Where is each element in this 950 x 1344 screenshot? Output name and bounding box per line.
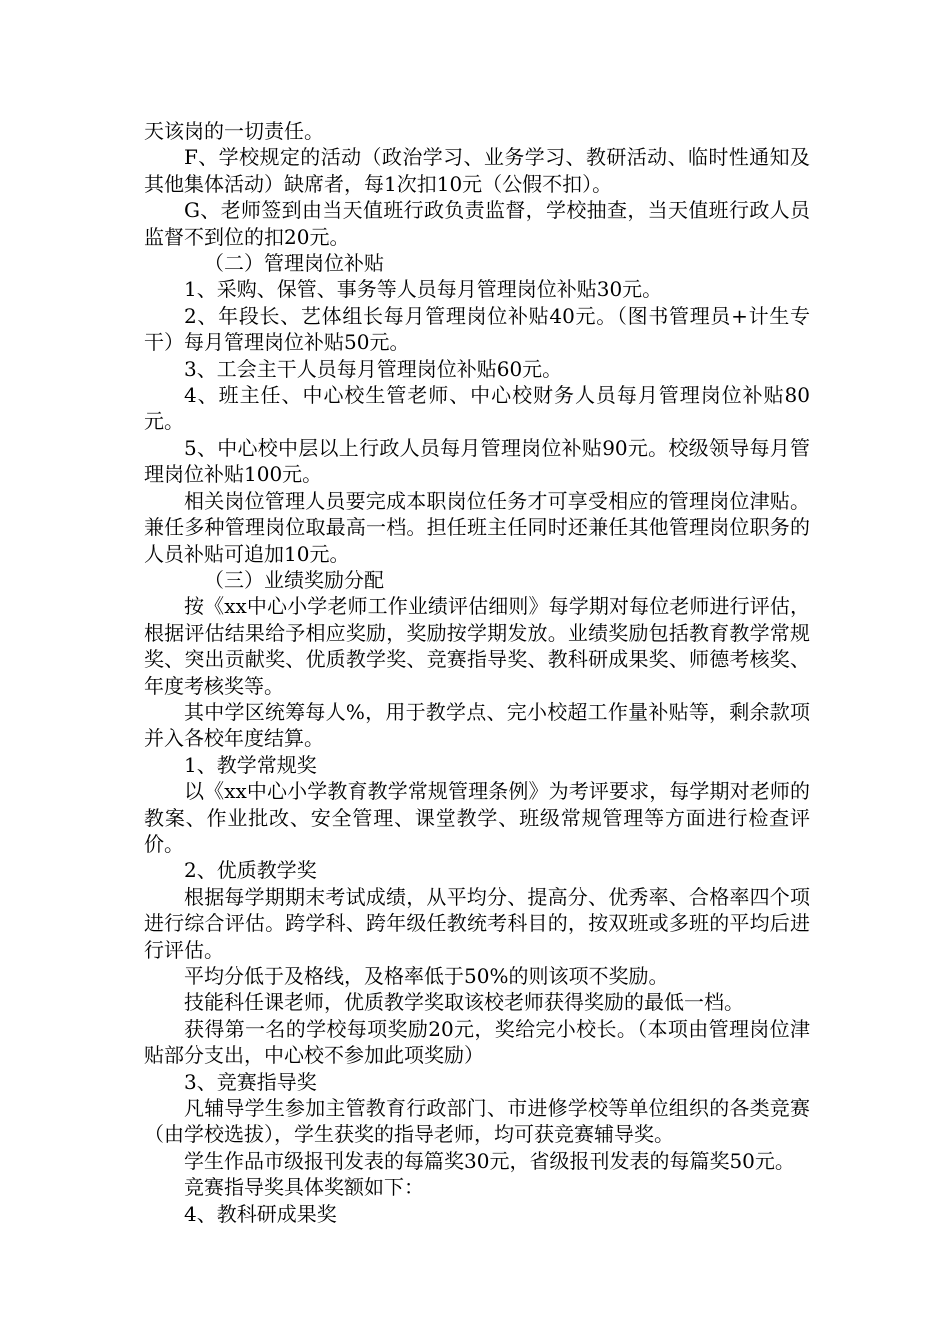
- paragraph-quality-teaching: 根据每学期期末考试成绩，从平均分、提高分、优秀率、合格率四个项进行综合评估。跨学科、跨年级任教统考科目的，按双班或多班的平均后进行评估。: [144, 884, 810, 962]
- paragraph-publication-award: 学生作品市级报刊发表的每篇奖30元，省级报刊发表的每篇奖50元。: [184, 1148, 795, 1173]
- paragraph-allowance-4: 4、班主任、中心校生管老师、中心校财务人员每月管理岗位补贴80元。: [144, 383, 810, 434]
- paragraph-allowance-5: 5、中心校中层以上行政人员每月管理岗位补贴90元。校级领导每月管理岗位补贴100元。: [144, 435, 810, 487]
- paragraph-rule-f: F、学校规定的活动（政治学习、业务学习、教研活动、临时性通知及其他集体活动）缺席者，每1次扣10元（公假不扣）。: [144, 145, 810, 196]
- paragraph-skill-teachers: 技能科任课老师，优质教学奖取该校老师获得奖励的最低一档。: [184, 990, 744, 1015]
- paragraph-pass-rate-rule: 平均分低于及格线，及格率低于50%的则该项不奖励。: [184, 964, 669, 988]
- paragraph-district-pool: 其中学区统筹每人%，用于教学点、完小校超工作量补贴等，剩余款项并入各校年度结算。: [144, 699, 810, 751]
- paragraph-performance-intro: 按《xx中心小学老师工作业绩评估细则》每学期对每位老师进行评估，根据评估结果给予相应奖励，奖励按学期发放。业绩奖励包括教育教学常规奖、突出贡献奖、优质教学奖、竞赛指导奖、教科研成果奖、师德考核奖、年度考核奖等。: [144, 594, 810, 698]
- paragraph-rule-g: G、老师签到由当天值班行政负责监督，学校抽查，当天值班行政人员监督不到位的扣20元。: [144, 198, 810, 249]
- paragraph-award-amounts: 竞赛指导奖具体奖额如下：: [184, 1175, 424, 1200]
- paragraph-allowance-3: 3、工会主干人员每月管理岗位补贴60元。: [184, 356, 563, 381]
- paragraph-allowance-2: 2、年段长、艺体组长每月管理岗位补贴40元。（图书管理员+计生专干）每月管理岗位补贴50元。: [144, 303, 810, 355]
- section-heading-management-allowance: （二）管理岗位补贴: [204, 251, 384, 276]
- document-page: [144, 118, 810, 1227]
- subheading-teaching-routine-award: 1、教学常规奖: [184, 752, 317, 777]
- subheading-competition-guidance-award: 3、竞赛指导奖: [184, 1069, 317, 1094]
- paragraph-continuation: 天该岗的一切责任。: [144, 119, 324, 143]
- section-heading-performance-award: （三）业绩奖励分配: [204, 567, 384, 592]
- paragraph-allowance-1: 1、采购、保管、事务等人员每月管理岗位补贴30元。: [184, 277, 663, 302]
- paragraph-allowance-note: 相关岗位管理人员要完成本职岗位任务才可享受相应的管理岗位津贴。兼任多种管理岗位取最高一档。担任班主任同时还兼任其他管理岗位职务的人员补贴可追加10元。: [144, 488, 810, 566]
- paragraph-teaching-routine: 以《xx中心小学教育教学常规管理条例》为考评要求，每学期对老师的教案、作业批改、安全管理、课堂教学、班级常规管理等方面进行检查评价。: [144, 779, 810, 856]
- subheading-research-award: 4、教科研成果奖: [184, 1201, 337, 1226]
- paragraph-first-place-award: 获得第一名的学校每项奖励20元，奖给完小校长。（本项由管理岗位津贴部分支出，中心校不参加此项奖励）: [144, 1016, 810, 1068]
- subheading-quality-teaching-award: 2、优质教学奖: [184, 858, 317, 883]
- paragraph-competition-guidance: 凡辅导学生参加主管教育行政部门、市进修学校等单位组织的各类竞赛（由学校选拔），学生获奖的指导老师，均可获竞赛辅导奖。: [144, 1096, 810, 1147]
